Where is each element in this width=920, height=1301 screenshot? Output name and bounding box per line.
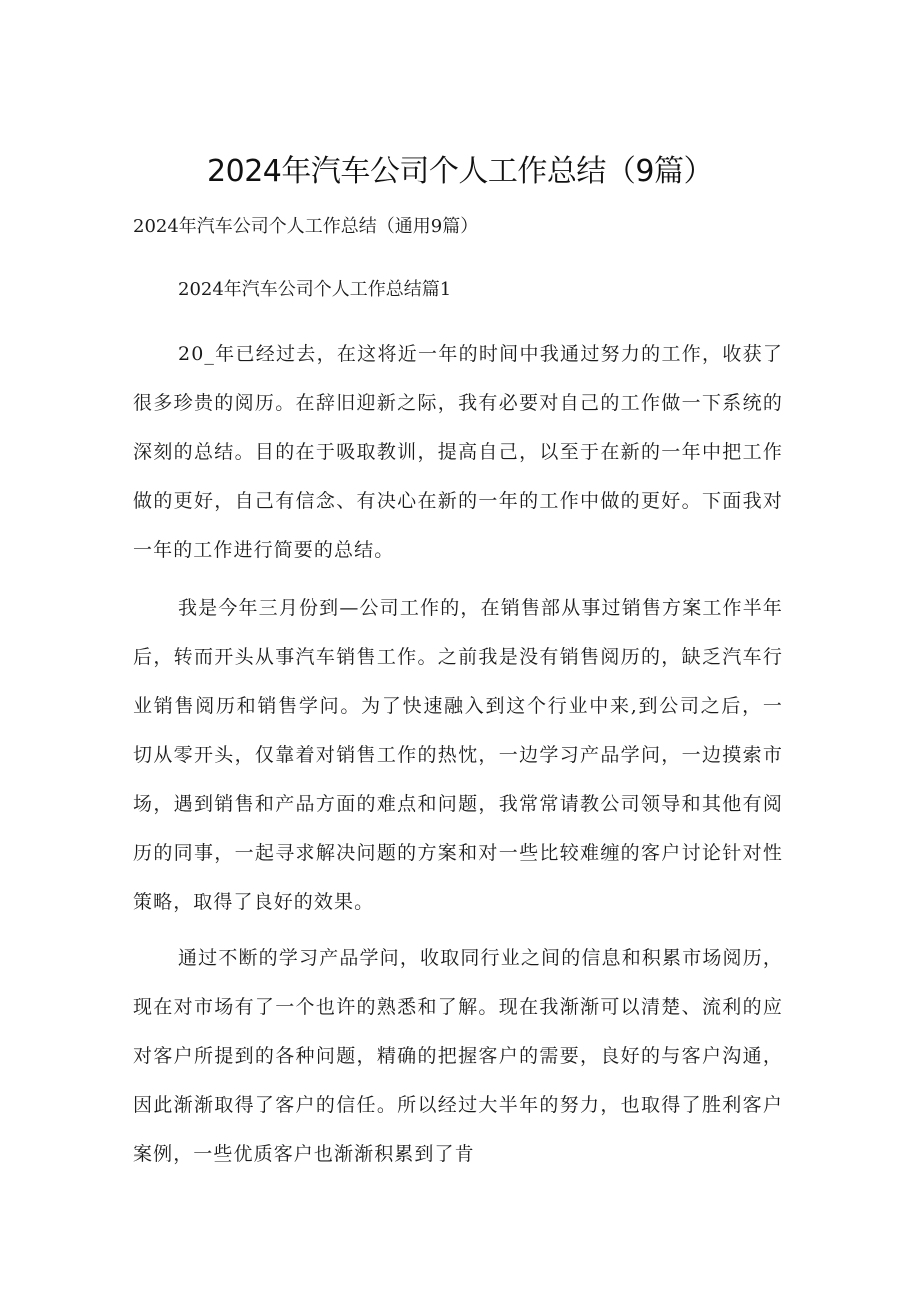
section-heading: 2024年汽车公司个人工作总结篇1 <box>178 279 452 300</box>
paragraph-3: 通过不断的学习产品学问，收取同行业之间的信息和积累市场阅历，现在对市场有了一个也许的熟悉和了解。现在我渐渐可以清楚、流利的应对客户所提到的各种问题，精确的把握客户的需要，良好的与客户沟通，因此渐渐取得了客户的信任。所以经过大半年的努力，也取得了胜利客户案例，一些优质客户也渐渐积累到了肯 <box>133 947 783 1165</box>
document-title: 2024年汽车公司个人工作总结（9篇） <box>207 154 713 189</box>
document-subtitle: 2024年汽车公司个人工作总结（通用9篇） <box>133 216 479 237</box>
paragraph-2: 我是今年三月份到—公司工作的，在销售部从事过销售方案工作半年后，转而开头从事汽车销售工作。之前我是没有销售阅历的，缺乏汽车行业销售阅历和销售学问。为了快速融入到这个行业中来,到公司之后，一切从零开头，仅靠着对销售工作的热忱，一边学习产品学问，一边摸索市场，遇到销售和产品方面的难点和问题，我常常请教公司领导和其他有阅历的同事，一起寻求解决问题的方案和对一些比较难缠的客户讨论针对性策略，取得了良好的效果。 <box>133 597 783 913</box>
paragraph-1: 20_年已经过去，在这将近一年的时间中我通过努力的工作，收获了很多珍贵的阅历。在辞旧迎新之际，我有必要对自己的工作做一下系统的深刻的总结。目的在于吸取教训，提高自己，以至于在新的一年中把工作做的更好，自己有信念、有决心在新的一年的工作中做的更好。下面我对一年的工作进行简要的总结。 <box>133 343 783 561</box>
